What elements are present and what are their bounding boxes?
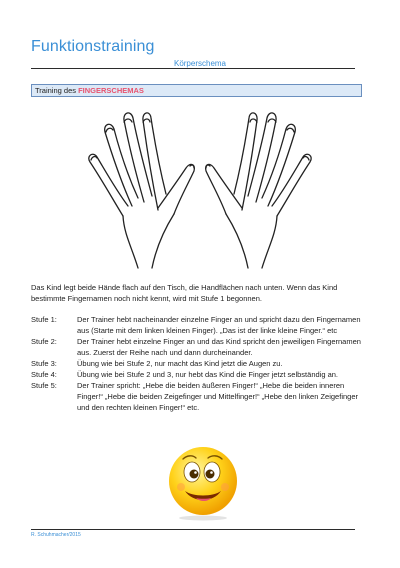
- step-4: [31, 369, 361, 380]
- steps-list: [31, 314, 361, 413]
- bottom-divider: [31, 529, 355, 530]
- intro-paragraph: Das Kind legt beide Hände flach auf den Tisch, die Handflächen nach unten. Wenn das Kind bestimmte Fingernamen noch nicht kennt, wird mit Stufe 1 begonnen.: [31, 283, 338, 303]
- hands-outline-icon: [40, 98, 360, 274]
- section-heading-highlight: FINGERSCHEMAS: [78, 86, 144, 95]
- step-text: Übung wie bei Stufe 2, nur macht das Kind jetzt die Augen zu.: [77, 359, 283, 368]
- step-label: Stufe 2:: [31, 337, 57, 346]
- step-5: [31, 380, 361, 413]
- smiley-icon: [163, 441, 243, 521]
- step-3: [31, 358, 361, 369]
- step-2: [31, 336, 361, 358]
- step-text: Der Trainer spricht: „Hebe die beiden äußeren Finger!“ „Hebe die beiden inneren Finger!“ „Hebe die beiden Zeigefinger und Mittelfinger!“ „Hebe den linken Zeigefinger und den rechten kleinen Finger!“ etc.: [77, 381, 358, 412]
- footer-credit: R. Schuhmacher/2015: [31, 532, 81, 538]
- right-hand-icon: [206, 113, 312, 268]
- section-heading-prefix: Training des: [35, 86, 79, 95]
- page-title: Funktionstraining: [31, 38, 155, 55]
- step-label: Stufe 1:: [31, 315, 57, 324]
- step-1: [31, 314, 361, 336]
- section-heading: [31, 84, 362, 97]
- step-text: Übung wie bei Stufe 2 und 3, nur hebt das Kind die Finger jetzt selbständig an.: [77, 370, 339, 379]
- left-hand-icon: [89, 113, 195, 268]
- step-text: Der Trainer hebt nacheinander einzelne Finger an und spricht dazu den Fingernamen aus (Starte mit dem linken kleinen Finger). „Das ist der linke kleine Finger.“ etc: [77, 315, 361, 335]
- step-text: Der Trainer hebt einzelne Finger an und das Kind spricht den jeweiligen Fingernamen aus. Zuerst der Reihe nach und dann durcheinander.: [77, 337, 361, 357]
- top-divider: [31, 68, 355, 69]
- step-label: Stufe 3:: [31, 359, 57, 368]
- step-label: Stufe 4:: [31, 370, 57, 379]
- page-subtitle: Körperschema: [173, 59, 227, 68]
- step-label: Stufe 5:: [31, 381, 57, 390]
